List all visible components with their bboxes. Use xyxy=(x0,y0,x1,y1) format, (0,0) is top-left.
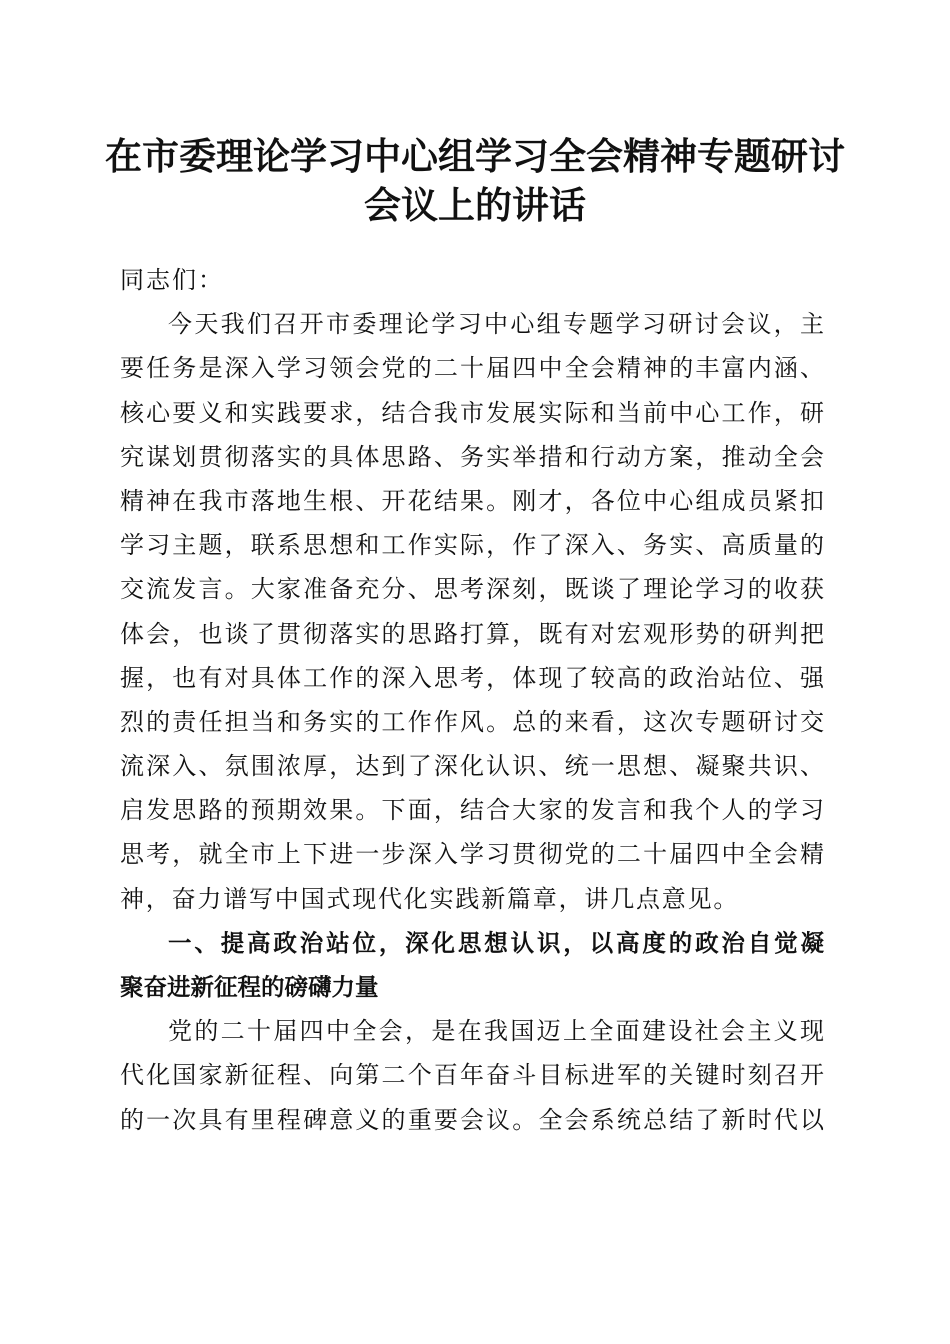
paragraph-1 xyxy=(120,302,824,921)
text-line: 究谋划贯彻落实的具体思路、务实举措和行动方案，推动全会 xyxy=(120,442,824,471)
text-line: 今天我们召开市委理论学习中心组专题学习研讨会议，主 xyxy=(168,310,824,339)
text-line: 握，也有对具体工作的深入思考，体现了较高的政治站位、强 xyxy=(120,663,824,692)
heading-line: 聚奋进新征程的磅礴力量 xyxy=(120,973,379,1001)
text-line: 思考，就全市上下进一步深入学习贯彻党的二十届四中全会精 xyxy=(120,840,824,869)
document-body xyxy=(120,258,824,1142)
greeting: 同志们： xyxy=(120,266,224,294)
text-line: 精神在我市落地生根、开花结果。刚才，各位中心组成员紧扣 xyxy=(120,486,824,515)
paragraph-2 xyxy=(120,1009,824,1142)
text-line: 交流发言。大家准备充分、思考深刻，既谈了理论学习的收获 xyxy=(120,575,824,604)
text-line: 体会，也谈了贯彻落实的思路打算，既有对宏观形势的研判把 xyxy=(120,619,824,648)
heading-line: 一、提高政治站位，深化思想认识，以高度的政治自觉凝 xyxy=(168,928,824,957)
text-line: 代化国家新征程、向第二个百年奋斗目标进军的关键时刻召开 xyxy=(120,1061,824,1090)
text-line: 的一次具有里程碑意义的重要会议。全会系统总结了新时代以 xyxy=(120,1105,824,1134)
text-line: 流深入、氛围浓厚，达到了深化认识、统一思想、凝聚共识、 xyxy=(120,752,824,781)
title-line-2: 会议上的讲话 xyxy=(364,183,586,227)
text-line: 要任务是深入学习领会党的二十届四中全会精神的丰富内涵、 xyxy=(120,354,824,383)
text-line: 核心要义和实践要求，结合我市发展实际和当前中心工作，研 xyxy=(120,398,824,427)
text-line: 学习主题，联系思想和工作实际，作了深入、务实、高质量的 xyxy=(120,531,824,560)
text-line: 烈的责任担当和务实的工作作风。总的来看，这次专题研讨交 xyxy=(120,707,824,736)
text-line: 党的二十届四中全会，是在我国迈上全面建设社会主义现 xyxy=(168,1017,824,1046)
document-title xyxy=(100,132,850,230)
text-line: 启发思路的预期效果。下面，结合大家的发言和我个人的学习 xyxy=(120,796,824,825)
section-heading-1 xyxy=(120,921,824,1009)
title-line-1: 在市委理论学习中心组学习全会精神专题研讨 xyxy=(105,134,845,178)
text-line: 神，奋力谱写中国式现代化实践新篇章，讲几点意见。 xyxy=(120,884,740,913)
